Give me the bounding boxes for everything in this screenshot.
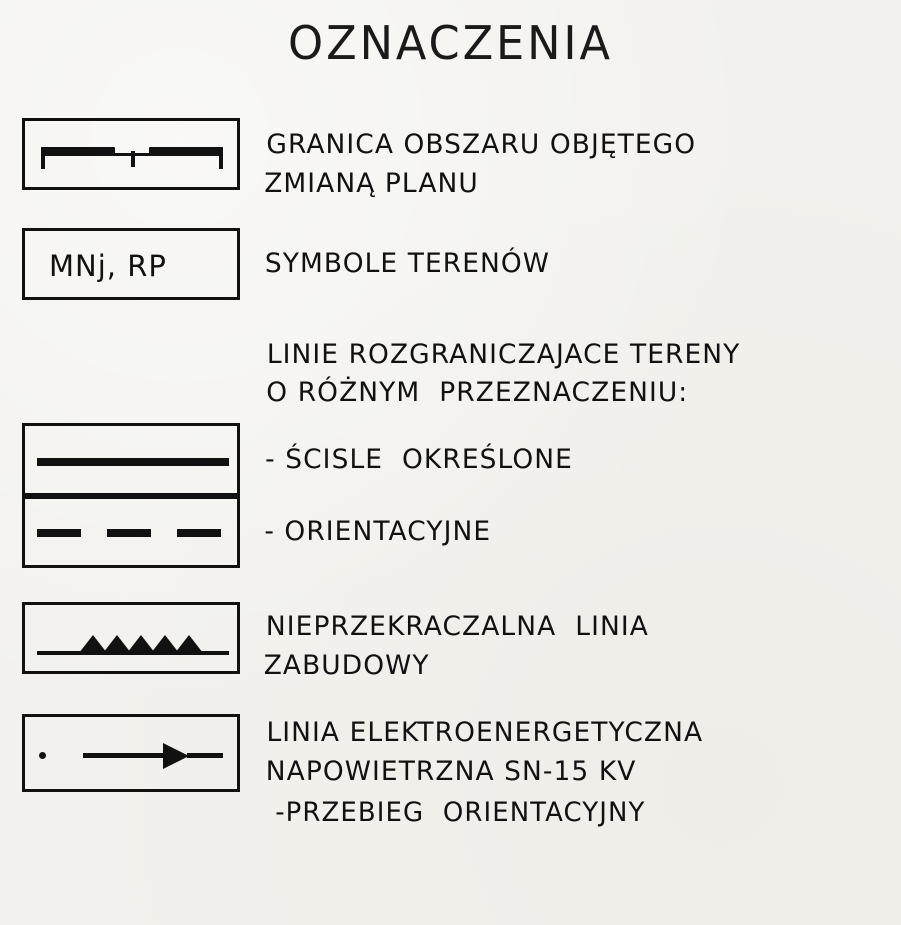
legend-label-dividing-line-2: O RÓŻNYM PRZEZNACZENIU: <box>266 377 689 408</box>
legend-label-dividing-line-1: LINIE ROZGRANICZAJACE TERENY <box>266 339 741 370</box>
power-line-icon <box>35 745 231 767</box>
legend-label-solid-line: - ŚCISLE OKREŚLONE <box>265 444 573 475</box>
legend-label-dashed-line: - ORIENTACYJNE <box>264 516 492 547</box>
legend-label-boundary-line-1: GRANICA OBSZARU OBJĘTEGO <box>266 129 697 160</box>
legend-label-power-line-3: -PRZEBIEG ORIENTACYJNY <box>265 797 646 828</box>
legend-label-building-line-1: NIEPRZEKRACZALNA LINIA <box>265 611 649 642</box>
symbol-box-dashed-line <box>22 496 240 568</box>
area-symbols-text: MNj, RP <box>49 249 167 283</box>
legend-label-boundary-line-2: ZMIANĄ PLANU <box>264 168 479 199</box>
boundary-line-icon <box>25 121 237 187</box>
symbol-box-solid-line <box>22 423 240 496</box>
symbol-box-area-symbols <box>22 228 240 300</box>
solid-line-icon <box>37 458 229 466</box>
legend-label-building-line-2: ZABUDOWY <box>263 650 430 681</box>
page-title: OZNACZENIA <box>288 16 613 70</box>
symbol-box-power-line <box>22 714 240 792</box>
legend-label-area-symbols: SYMBOLE TERENÓW <box>264 248 551 279</box>
symbol-box-boundary <box>22 118 240 190</box>
legend-label-power-line-1: LINIA ELEKTROENERGETYCZNA <box>266 717 704 748</box>
symbol-box-building-line <box>22 602 240 674</box>
legend-label-power-line-2: NAPOWIETRZNA SN-15 KV <box>265 756 637 787</box>
building-line-icon <box>37 627 229 655</box>
dashed-line-icon <box>37 529 229 537</box>
